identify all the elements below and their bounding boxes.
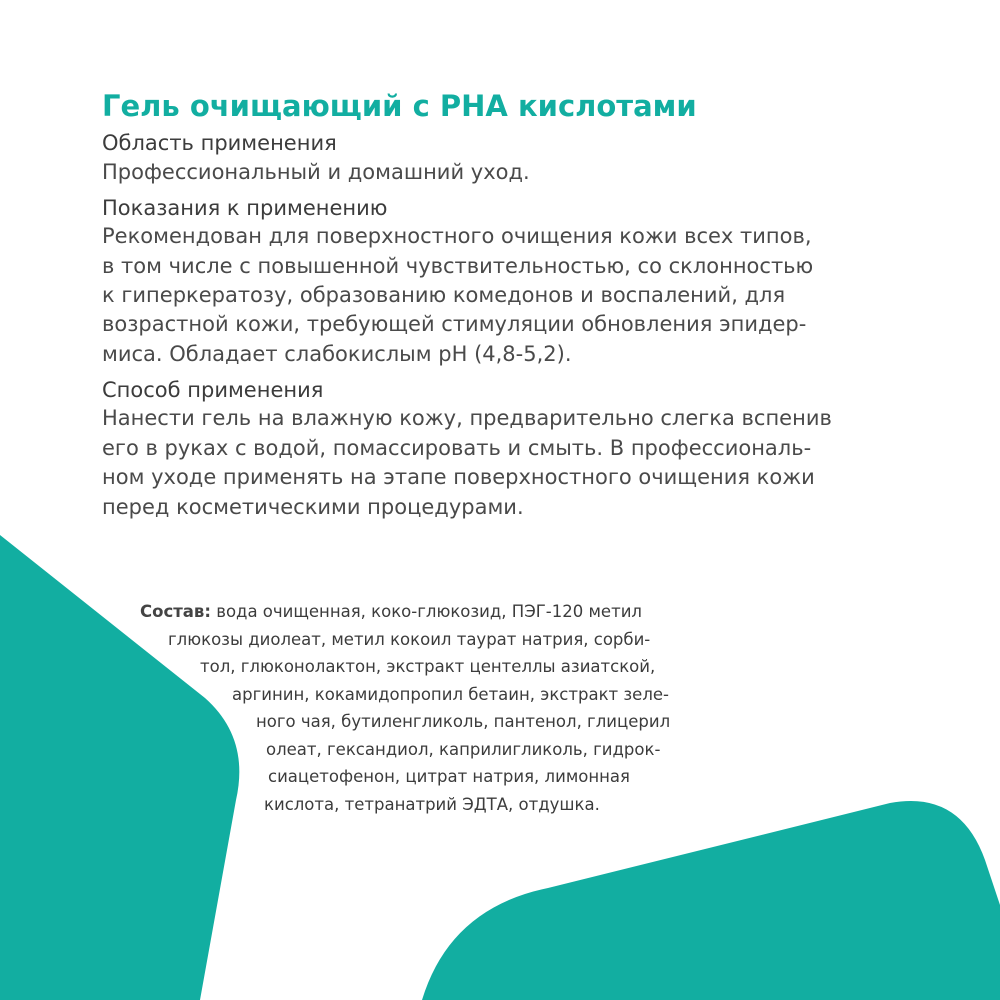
composition-line: олеат, гександиол, каприлигликоль, гидрок- [266,739,661,759]
body-line: к гиперкератозу, образованию комедонов и воспалений, для [102,283,786,308]
section-application-area [102,130,902,187]
body-line: Профессиональный и домашний уход. [102,159,530,184]
body-line: возрастной кожи, требующей стимуляции обновления эпидер- [102,312,807,337]
body-line: его в руках с водой, помассировать и смыть. В профессиональ- [102,435,812,460]
composition-text: вода очищенная, коко-глюкозид, ПЭГ-120 метил [210,602,642,621]
section-body [102,222,902,369]
body-line: ном уходе применять на этапе поверхностного очищения кожи [102,465,815,490]
composition-line: сиацетофенон, цитрат натрия, лимонная [268,767,630,786]
composition-line: глюкозы диолеат, метил кокоил таурат натрия, сорби- [168,629,651,649]
body-line: в том числе с повышенной чувствительностью, со склонностью [102,253,814,278]
composition-line: тол, глюконолактон, экстракт центеллы азиатской, [200,657,656,676]
section-heading: Способ применения [102,378,324,403]
composition-line: кислота, тетранатрий ЭДТА, отдушка. [264,794,600,814]
composition-line [140,598,642,626]
page-title: Гель очищающий с PHA кислотами [102,89,697,123]
body-line: Рекомендован для поверхностного очищения кожи всех типов, [102,224,812,249]
section-heading: Показания к применению [102,195,388,220]
composition-line: ного чая, бутиленгликоль, пантенол, глицерил [256,712,671,731]
body-line: перед косметическими процедурами. [102,494,524,519]
body-line: Нанести гель на влажную кожу, предварительно слегка вспенив [102,406,832,431]
section-usage [102,377,902,522]
product-description [102,88,902,530]
right-teal-shape [422,801,1000,1000]
body-line: миса. Обладает слабокислым pH (4,8-5,2). [102,341,572,366]
section-body [102,158,902,187]
section-indications [102,195,902,369]
section-body [102,404,902,522]
composition-label: Состав: [140,602,211,621]
composition-line: аргинин, кокамидопропил бетаин, экстракт зеле- [232,684,669,704]
section-heading: Область применения [102,131,337,156]
